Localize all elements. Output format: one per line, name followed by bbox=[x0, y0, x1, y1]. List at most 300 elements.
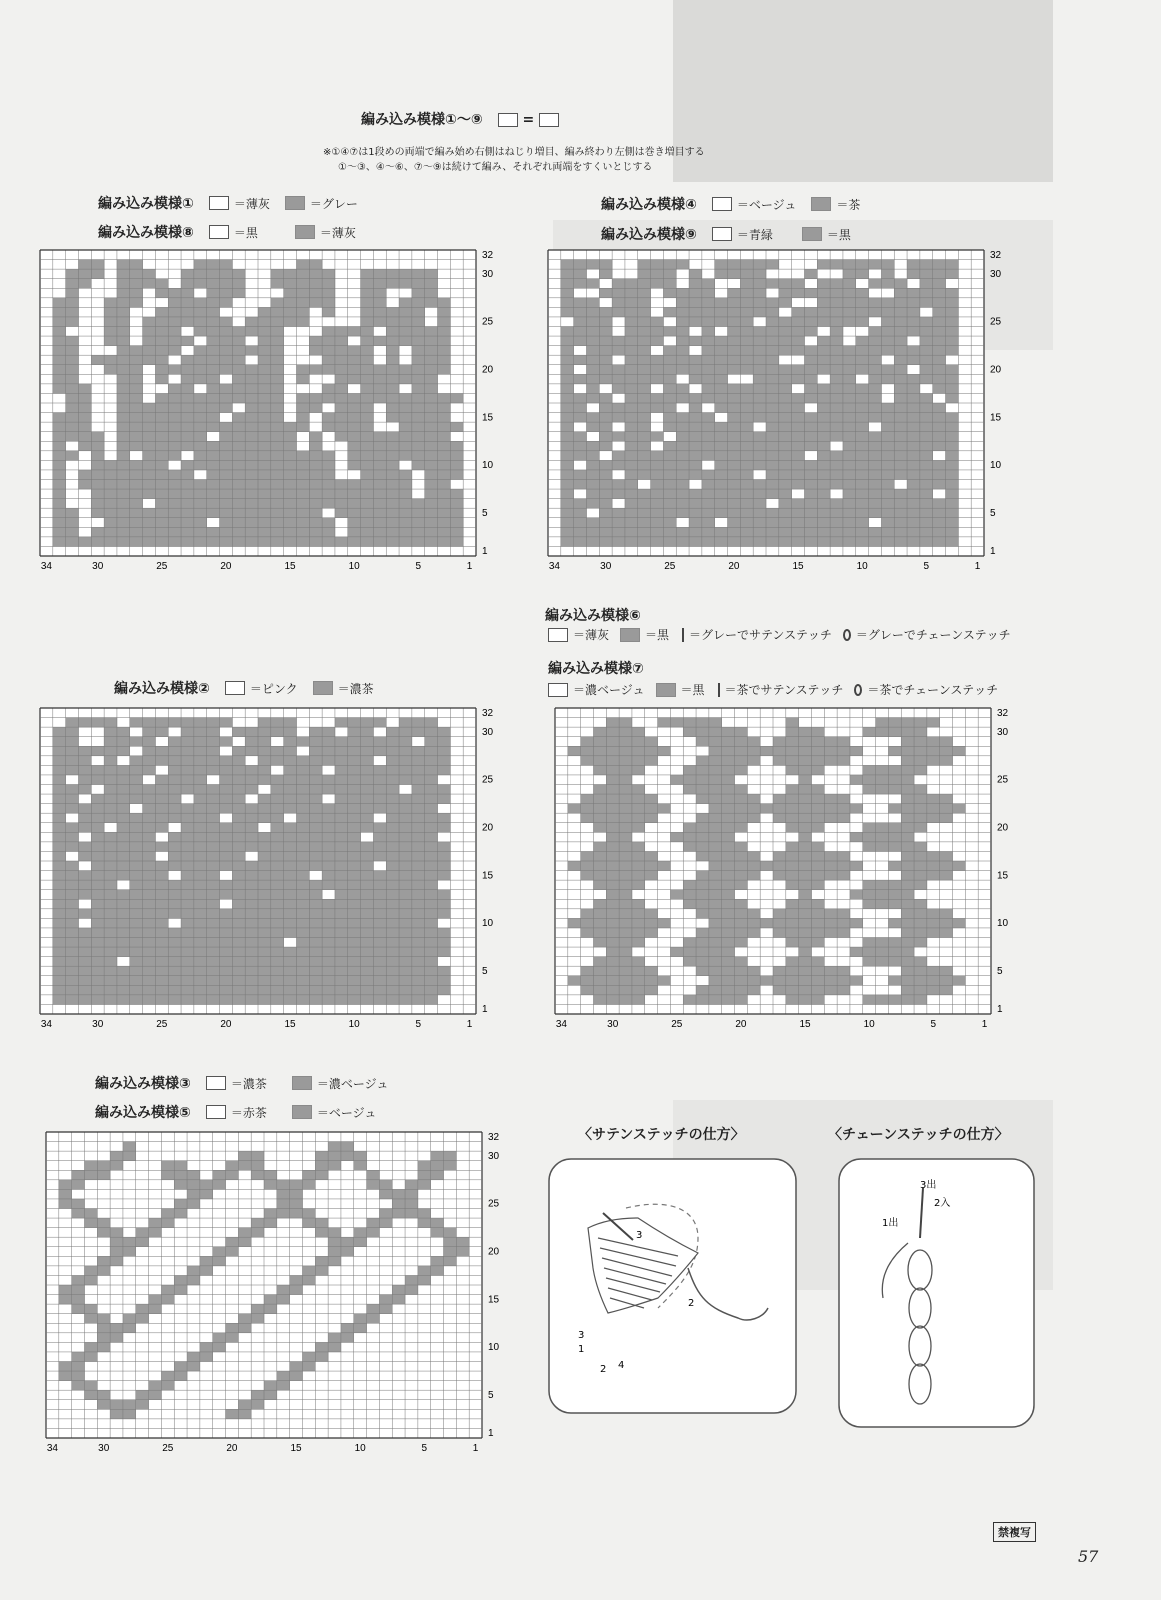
filled-stitch-cell bbox=[907, 451, 920, 461]
filled-stitch-cell bbox=[901, 765, 914, 775]
filled-stitch-cell bbox=[386, 489, 399, 499]
filled-stitch-cell bbox=[143, 422, 156, 432]
legend-b: ＝グレー bbox=[309, 196, 358, 211]
filled-stitch-cell bbox=[207, 938, 220, 948]
filled-stitch-cell bbox=[837, 813, 850, 823]
filled-stitch-cell bbox=[412, 327, 425, 337]
filled-stitch-cell bbox=[612, 298, 625, 308]
filled-stitch-cell bbox=[399, 899, 412, 909]
filled-stitch-cell bbox=[66, 880, 79, 890]
filled-stitch-cell bbox=[804, 384, 817, 394]
filled-stitch-cell bbox=[735, 861, 748, 871]
filled-stitch-cell bbox=[207, 928, 220, 938]
filled-stitch-cell bbox=[561, 470, 574, 480]
filled-stitch-cell bbox=[881, 336, 894, 346]
filled-stitch-cell bbox=[676, 260, 689, 270]
filled-stitch-cell bbox=[946, 537, 959, 547]
filled-stitch-cell bbox=[143, 269, 156, 279]
filled-stitch-cell bbox=[632, 765, 645, 775]
filled-stitch-cell bbox=[348, 928, 361, 938]
filled-stitch-cell bbox=[753, 441, 766, 451]
filled-stitch-cell bbox=[309, 947, 322, 957]
filled-stitch-cell bbox=[348, 413, 361, 423]
filled-stitch-cell bbox=[418, 1161, 431, 1171]
filled-stitch-cell bbox=[91, 871, 104, 881]
filled-stitch-cell bbox=[850, 861, 863, 871]
filled-stitch-cell bbox=[645, 966, 658, 976]
filled-stitch-cell bbox=[284, 775, 297, 785]
filled-stitch-cell bbox=[599, 508, 612, 518]
filled-stitch-cell bbox=[91, 718, 104, 728]
filled-stitch-cell bbox=[651, 374, 664, 384]
filled-stitch-cell bbox=[850, 947, 863, 957]
x-tick-label: 20 bbox=[728, 561, 740, 572]
filled-stitch-cell bbox=[91, 432, 104, 442]
filled-stitch-cell bbox=[425, 489, 438, 499]
filled-stitch-cell bbox=[425, 413, 438, 423]
filled-stitch-cell bbox=[117, 298, 130, 308]
filled-stitch-cell bbox=[856, 480, 869, 490]
filled-stitch-cell bbox=[373, 393, 386, 403]
filled-stitch-cell bbox=[91, 851, 104, 861]
filled-stitch-cell bbox=[53, 470, 66, 480]
filled-stitch-cell bbox=[574, 432, 587, 442]
filled-stitch-cell bbox=[786, 842, 799, 852]
filled-stitch-cell bbox=[561, 365, 574, 375]
filled-stitch-cell bbox=[438, 947, 451, 957]
filled-stitch-cell bbox=[53, 842, 66, 852]
filled-stitch-cell bbox=[53, 957, 66, 967]
filled-stitch-cell bbox=[863, 995, 876, 1005]
filled-stitch-cell bbox=[438, 785, 451, 795]
filled-stitch-cell bbox=[625, 537, 638, 547]
filled-stitch-cell bbox=[104, 890, 117, 900]
filled-stitch-cell bbox=[901, 871, 914, 881]
y-tick-label: 20 bbox=[990, 364, 1002, 376]
filled-stitch-cell bbox=[561, 413, 574, 423]
filled-stitch-cell bbox=[66, 727, 79, 737]
filled-stitch-cell bbox=[373, 899, 386, 909]
filled-stitch-cell bbox=[869, 441, 882, 451]
filled-stitch-cell bbox=[946, 260, 959, 270]
filled-stitch-cell bbox=[284, 470, 297, 480]
filled-stitch-cell bbox=[264, 1390, 277, 1400]
filled-stitch-cell bbox=[946, 269, 959, 279]
filled-stitch-cell bbox=[341, 1247, 354, 1257]
filled-stitch-cell bbox=[901, 718, 914, 728]
stitch-symbol-swatch bbox=[539, 113, 559, 127]
filled-stitch-cell bbox=[91, 470, 104, 480]
filled-stitch-cell bbox=[53, 727, 66, 737]
filled-stitch-cell bbox=[258, 918, 271, 928]
filled-stitch-cell bbox=[399, 441, 412, 451]
filled-stitch-cell bbox=[399, 508, 412, 518]
filled-stitch-cell bbox=[850, 976, 863, 986]
filled-stitch-cell bbox=[130, 432, 143, 442]
filled-stitch-cell bbox=[412, 365, 425, 375]
filled-stitch-cell bbox=[856, 499, 869, 509]
filled-stitch-cell bbox=[881, 403, 894, 413]
filled-stitch-cell bbox=[207, 918, 220, 928]
filled-stitch-cell bbox=[418, 1218, 431, 1228]
filled-stitch-cell bbox=[194, 775, 207, 785]
filled-stitch-cell bbox=[220, 995, 233, 1005]
filled-stitch-cell bbox=[194, 746, 207, 756]
filled-stitch-cell bbox=[271, 746, 284, 756]
filled-stitch-cell bbox=[876, 775, 889, 785]
filled-stitch-cell bbox=[702, 384, 715, 394]
x-tick-label: 1 bbox=[974, 561, 981, 572]
filled-stitch-cell bbox=[181, 851, 194, 861]
filled-stitch-cell bbox=[136, 1228, 149, 1238]
filled-stitch-cell bbox=[753, 279, 766, 289]
filled-stitch-cell bbox=[405, 1180, 418, 1190]
filled-stitch-cell bbox=[619, 813, 632, 823]
filled-stitch-cell bbox=[606, 765, 619, 775]
filled-stitch-cell bbox=[181, 861, 194, 871]
filled-stitch-cell bbox=[220, 928, 233, 938]
filled-stitch-cell bbox=[168, 804, 181, 814]
filled-stitch-cell bbox=[696, 966, 709, 976]
filled-stitch-cell bbox=[722, 756, 735, 766]
filled-stitch-cell bbox=[53, 480, 66, 490]
filled-stitch-cell bbox=[728, 365, 741, 375]
filled-stitch-cell bbox=[220, 346, 233, 356]
filled-stitch-cell bbox=[245, 346, 258, 356]
filled-stitch-cell bbox=[174, 1170, 187, 1180]
filled-stitch-cell bbox=[322, 384, 335, 394]
filled-stitch-cell bbox=[296, 527, 309, 537]
filled-stitch-cell bbox=[194, 851, 207, 861]
filled-stitch-cell bbox=[728, 298, 741, 308]
filled-stitch-cell bbox=[328, 1151, 341, 1161]
filled-stitch-cell bbox=[322, 842, 335, 852]
filled-stitch-cell bbox=[271, 813, 284, 823]
filled-stitch-cell bbox=[722, 947, 735, 957]
filled-stitch-cell bbox=[881, 537, 894, 547]
filled-stitch-cell bbox=[920, 499, 933, 509]
filled-stitch-cell bbox=[619, 985, 632, 995]
filled-stitch-cell bbox=[53, 756, 66, 766]
filled-stitch-cell bbox=[155, 499, 168, 509]
filled-stitch-cell bbox=[386, 851, 399, 861]
filled-stitch-cell bbox=[740, 432, 753, 442]
filled-stitch-cell bbox=[619, 737, 632, 747]
filled-stitch-cell bbox=[425, 269, 438, 279]
filled-stitch-cell bbox=[271, 976, 284, 986]
filled-stitch-cell bbox=[296, 832, 309, 842]
filled-stitch-cell bbox=[155, 288, 168, 298]
filled-stitch-cell bbox=[574, 403, 587, 413]
filled-stitch-cell bbox=[876, 995, 889, 1005]
filled-stitch-cell bbox=[271, 527, 284, 537]
filled-stitch-cell bbox=[335, 384, 348, 394]
filled-stitch-cell bbox=[799, 765, 812, 775]
filled-stitch-cell bbox=[856, 508, 869, 518]
filled-stitch-cell bbox=[373, 499, 386, 509]
filled-stitch-cell bbox=[747, 746, 760, 756]
filled-stitch-cell bbox=[130, 269, 143, 279]
filled-stitch-cell bbox=[155, 470, 168, 480]
filled-stitch-cell bbox=[220, 909, 233, 919]
filled-stitch-cell bbox=[284, 842, 297, 852]
filled-stitch-cell bbox=[348, 393, 361, 403]
filled-stitch-cell bbox=[843, 480, 856, 490]
filled-stitch-cell bbox=[97, 1218, 110, 1228]
filled-stitch-cell bbox=[779, 279, 792, 289]
y-tick-label: 15 bbox=[997, 870, 1009, 882]
filled-stitch-cell bbox=[450, 518, 463, 528]
filled-stitch-cell bbox=[373, 765, 386, 775]
filled-stitch-cell bbox=[920, 432, 933, 442]
filled-stitch-cell bbox=[709, 938, 722, 948]
filled-stitch-cell bbox=[296, 260, 309, 270]
filled-stitch-cell bbox=[799, 966, 812, 976]
filled-stitch-cell bbox=[187, 1189, 200, 1199]
filled-stitch-cell bbox=[740, 460, 753, 470]
filled-stitch-cell bbox=[354, 1151, 367, 1161]
filled-stitch-cell bbox=[97, 1266, 110, 1276]
filled-stitch-cell bbox=[284, 947, 297, 957]
filled-stitch-cell bbox=[792, 393, 805, 403]
filled-stitch-cell bbox=[117, 871, 130, 881]
filled-stitch-cell bbox=[425, 985, 438, 995]
filled-stitch-cell bbox=[53, 307, 66, 317]
filled-stitch-cell bbox=[804, 422, 817, 432]
filled-stitch-cell bbox=[386, 765, 399, 775]
filled-stitch-cell bbox=[709, 909, 722, 919]
filled-stitch-cell bbox=[348, 746, 361, 756]
filled-stitch-cell bbox=[856, 460, 869, 470]
filled-stitch-cell bbox=[66, 785, 79, 795]
filled-stitch-cell bbox=[645, 976, 658, 986]
filled-stitch-cell bbox=[735, 794, 748, 804]
filled-stitch-cell bbox=[117, 288, 130, 298]
filled-stitch-cell bbox=[946, 393, 959, 403]
filled-stitch-cell bbox=[296, 470, 309, 480]
filled-stitch-cell bbox=[232, 727, 245, 737]
filled-stitch-cell bbox=[817, 537, 830, 547]
filled-stitch-cell bbox=[689, 518, 702, 528]
filled-stitch-cell bbox=[606, 938, 619, 948]
filled-stitch-cell bbox=[753, 298, 766, 308]
filled-stitch-cell bbox=[830, 499, 843, 509]
filled-stitch-cell bbox=[149, 1381, 162, 1391]
filled-stitch-cell bbox=[53, 518, 66, 528]
filled-stitch-cell bbox=[66, 537, 79, 547]
filled-stitch-cell bbox=[348, 737, 361, 747]
filled-stitch-cell bbox=[869, 537, 882, 547]
filled-stitch-cell bbox=[581, 813, 594, 823]
filled-stitch-cell bbox=[799, 899, 812, 909]
filled-stitch-cell bbox=[284, 794, 297, 804]
filled-stitch-cell bbox=[220, 470, 233, 480]
filled-stitch-cell bbox=[811, 851, 824, 861]
filled-stitch-cell bbox=[258, 746, 271, 756]
filled-stitch-cell bbox=[207, 746, 220, 756]
filled-stitch-cell bbox=[856, 422, 869, 432]
filled-stitch-cell bbox=[850, 890, 863, 900]
filled-stitch-cell bbox=[194, 785, 207, 795]
filled-stitch-cell bbox=[271, 336, 284, 346]
filled-stitch-cell bbox=[779, 489, 792, 499]
filled-stitch-cell bbox=[155, 403, 168, 413]
filled-stitch-cell bbox=[181, 823, 194, 833]
filled-stitch-cell bbox=[130, 775, 143, 785]
filled-stitch-cell bbox=[348, 508, 361, 518]
filled-stitch-cell bbox=[130, 441, 143, 451]
filled-stitch-cell bbox=[581, 918, 594, 928]
filled-stitch-cell bbox=[117, 851, 130, 861]
filled-stitch-cell bbox=[66, 422, 79, 432]
filled-stitch-cell bbox=[284, 966, 297, 976]
filled-stitch-cell bbox=[843, 518, 856, 528]
filled-stitch-cell bbox=[625, 374, 638, 384]
filled-stitch-cell bbox=[245, 365, 258, 375]
filled-stitch-cell bbox=[207, 327, 220, 337]
filled-stitch-cell bbox=[574, 508, 587, 518]
filled-stitch-cell bbox=[804, 346, 817, 356]
filled-stitch-cell bbox=[561, 403, 574, 413]
filled-stitch-cell bbox=[876, 832, 889, 842]
filled-stitch-cell bbox=[881, 432, 894, 442]
filled-stitch-cell bbox=[837, 746, 850, 756]
filled-stitch-cell bbox=[811, 995, 824, 1005]
filled-stitch-cell bbox=[194, 393, 207, 403]
filled-stitch-cell bbox=[187, 1352, 200, 1362]
filled-stitch-cell bbox=[766, 489, 779, 499]
filled-stitch-cell bbox=[143, 527, 156, 537]
filled-stitch-cell bbox=[933, 327, 946, 337]
filled-stitch-cell bbox=[386, 957, 399, 967]
filled-stitch-cell bbox=[290, 1371, 303, 1381]
filled-stitch-cell bbox=[251, 1314, 264, 1324]
filled-stitch-cell bbox=[766, 537, 779, 547]
filled-stitch-cell bbox=[66, 413, 79, 423]
filled-stitch-cell bbox=[599, 327, 612, 337]
filled-stitch-cell bbox=[194, 365, 207, 375]
filled-stitch-cell bbox=[740, 269, 753, 279]
filled-stitch-cell bbox=[309, 851, 322, 861]
filled-stitch-cell bbox=[322, 957, 335, 967]
filled-stitch-cell bbox=[245, 327, 258, 337]
filled-stitch-cell bbox=[78, 537, 91, 547]
filled-stitch-cell bbox=[315, 1218, 328, 1228]
filled-stitch-cell bbox=[425, 947, 438, 957]
filled-stitch-cell bbox=[84, 1342, 97, 1352]
filled-stitch-cell bbox=[689, 279, 702, 289]
filled-stitch-cell bbox=[373, 890, 386, 900]
filled-stitch-cell bbox=[168, 288, 181, 298]
filled-stitch-cell bbox=[130, 260, 143, 270]
filled-stitch-cell bbox=[645, 794, 658, 804]
filled-stitch-cell bbox=[296, 899, 309, 909]
filled-stitch-cell bbox=[625, 393, 638, 403]
filled-stitch-cell bbox=[606, 976, 619, 986]
filled-stitch-cell bbox=[425, 346, 438, 356]
filled-stitch-cell bbox=[53, 775, 66, 785]
filled-stitch-cell bbox=[232, 499, 245, 509]
filled-stitch-cell bbox=[386, 346, 399, 356]
filled-stitch-cell bbox=[817, 489, 830, 499]
filled-stitch-cell bbox=[438, 307, 451, 317]
y-tick-label: 5 bbox=[990, 507, 996, 519]
legend-name: 編み込み模様⑥ bbox=[545, 608, 641, 624]
filled-stitch-cell bbox=[117, 317, 130, 327]
filled-stitch-cell bbox=[168, 775, 181, 785]
filled-stitch-cell bbox=[66, 393, 79, 403]
filled-stitch-cell bbox=[444, 1151, 457, 1161]
filled-stitch-cell bbox=[174, 1362, 187, 1372]
filled-stitch-cell bbox=[348, 480, 361, 490]
filled-stitch-cell bbox=[593, 985, 606, 995]
filled-stitch-cell bbox=[586, 317, 599, 327]
filled-stitch-cell bbox=[386, 336, 399, 346]
filled-stitch-cell bbox=[72, 1381, 85, 1391]
filled-stitch-cell bbox=[220, 336, 233, 346]
filled-stitch-cell bbox=[728, 432, 741, 442]
filled-stitch-cell bbox=[78, 441, 91, 451]
filled-stitch-cell bbox=[894, 374, 907, 384]
filled-stitch-cell bbox=[181, 909, 194, 919]
filled-stitch-cell bbox=[322, 489, 335, 499]
filled-stitch-cell bbox=[438, 746, 451, 756]
filled-stitch-cell bbox=[946, 508, 959, 518]
filled-stitch-cell bbox=[117, 346, 130, 356]
x-tick-label: 1 bbox=[466, 1019, 473, 1030]
filled-stitch-cell bbox=[438, 403, 451, 413]
filled-stitch-cell bbox=[933, 422, 946, 432]
filled-stitch-cell bbox=[811, 804, 824, 814]
filled-stitch-cell bbox=[386, 508, 399, 518]
filled-stitch-cell bbox=[817, 413, 830, 423]
filled-stitch-cell bbox=[181, 470, 194, 480]
filled-stitch-cell bbox=[322, 880, 335, 890]
filled-stitch-cell bbox=[296, 794, 309, 804]
filled-stitch-cell bbox=[444, 1237, 457, 1247]
filled-stitch-cell bbox=[91, 823, 104, 833]
filled-stitch-cell bbox=[804, 327, 817, 337]
filled-stitch-cell bbox=[207, 269, 220, 279]
filled-stitch-cell bbox=[104, 298, 117, 308]
filled-stitch-cell bbox=[117, 327, 130, 337]
filled-stitch-cell bbox=[322, 871, 335, 881]
filled-stitch-cell bbox=[271, 413, 284, 423]
filled-stitch-cell bbox=[53, 985, 66, 995]
legend-b: ＝ベージュ bbox=[316, 1105, 377, 1120]
filled-stitch-cell bbox=[811, 871, 824, 881]
filled-stitch-cell bbox=[612, 288, 625, 298]
filled-stitch-cell bbox=[702, 422, 715, 432]
filled-stitch-cell bbox=[322, 336, 335, 346]
filled-stitch-cell bbox=[830, 460, 843, 470]
filled-stitch-cell bbox=[863, 775, 876, 785]
filled-stitch-cell bbox=[309, 279, 322, 289]
filled-stitch-cell bbox=[881, 279, 894, 289]
filled-stitch-cell bbox=[856, 393, 869, 403]
filled-stitch-cell bbox=[168, 957, 181, 967]
filled-stitch-cell bbox=[309, 727, 322, 737]
filled-stitch-cell bbox=[181, 413, 194, 423]
filled-stitch-cell bbox=[271, 451, 284, 461]
filled-stitch-cell bbox=[117, 775, 130, 785]
filled-stitch-cell bbox=[220, 890, 233, 900]
filled-stitch-cell bbox=[181, 842, 194, 852]
swatch-empty bbox=[209, 225, 229, 239]
legend-pattern-1 bbox=[98, 193, 358, 213]
filled-stitch-cell bbox=[830, 518, 843, 528]
filled-stitch-cell bbox=[940, 737, 953, 747]
